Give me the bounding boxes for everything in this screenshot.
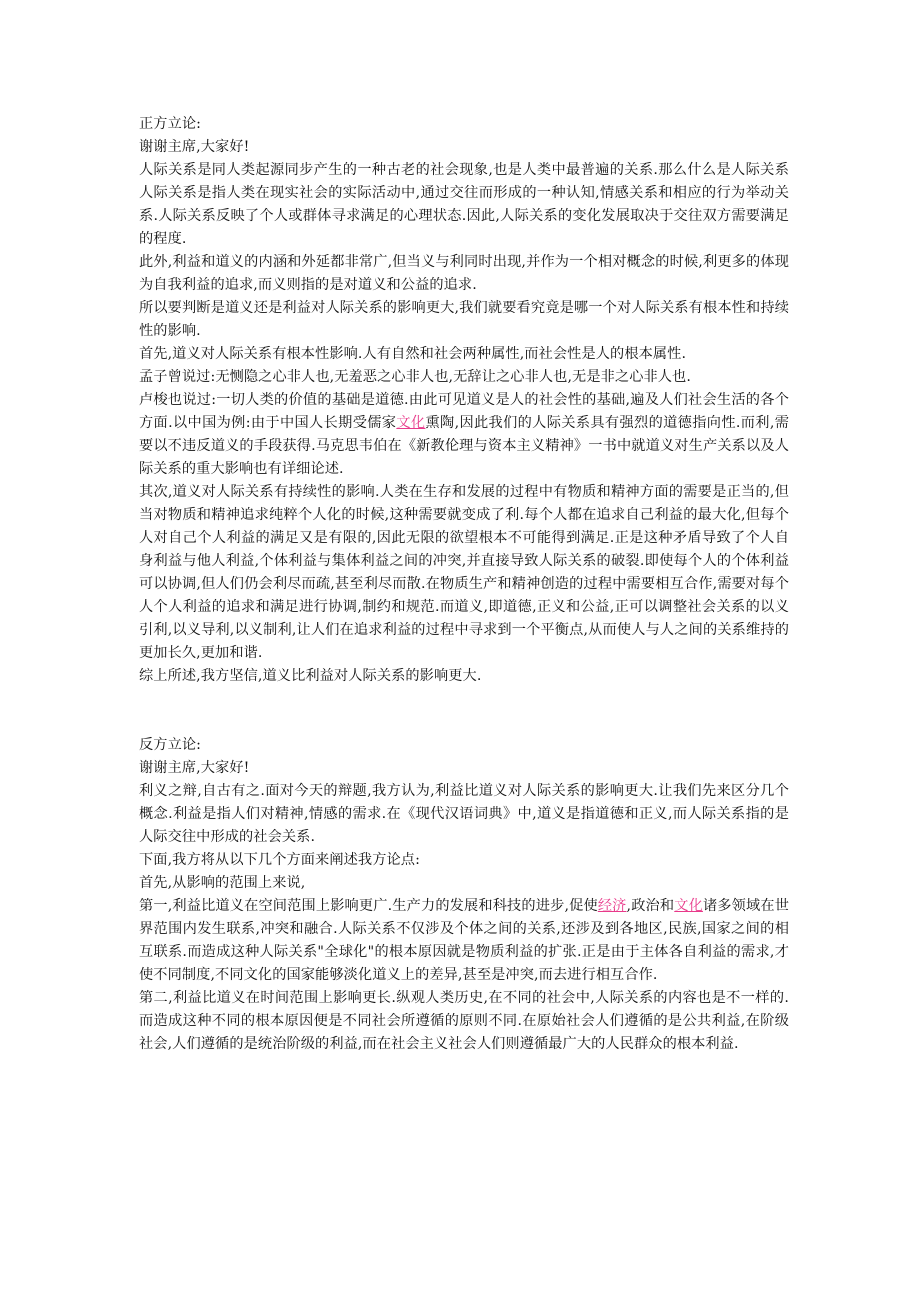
pro-paragraph-6	[139, 389, 789, 481]
economy-link[interactable]: 经济	[597, 898, 627, 914]
con-paragraph-4-text-a: 第一,利益比道义在空间范围上影响更广.生产力的发展和科技的进步,促使	[139, 898, 598, 914]
pro-paragraph-6-text-b: 熏陶,因此我们的人际关系具有强烈的道德指向性.而利,需要以不违反道义的手段获得.马克思韦伯在《新教伦理与资本主义精神》一书中就道义对生产关系以及人际关系的重大影响也有详细论述.	[139, 415, 790, 477]
con-greeting: 谢谢主席,大家好!	[139, 760, 250, 776]
con-title: 反方立论:	[139, 737, 202, 753]
pro-paragraph-6-text-a: 卢梭也说过:一切人类的价值的基础是道德.由此可见道义是人的社会性的基础,遍及人们社会生活的各个方面.以中国为例:由于中国人长期受儒家	[139, 392, 789, 431]
con-paragraph-4-text-b: ,政治和	[626, 898, 675, 914]
pro-paragraph-5: 孟子曾说过:无恻隐之心非人也,无羞恶之心非人也,无辞让之心非人也,无是非之心非人也.	[139, 369, 691, 385]
pro-conclusion: 综上所述,我方坚信,道义比利益对人际关系的影响更大.	[139, 668, 482, 684]
pro-paragraph-3: 所以要判断是道义还是利益对人际关系的影响更大,我们就要看究竟是哪一个对人际关系有根本性和持续性的影响.	[139, 300, 789, 339]
culture-link[interactable]: 文化	[396, 415, 426, 431]
con-paragraph-1: 利义之辩,自古有之.面对今天的辩题,我方认为,利益比道义对人际关系的影响更大.让我们先来区分几个概念.利益是指人们对精神,情感的需求.在《现代汉语词典》中,道义是指道德和正义,而人际关系指的是人际交往中形成的社会关系.	[139, 783, 789, 845]
culture-link-2[interactable]: 文化	[674, 898, 703, 914]
con-paragraph-2: 下面,我方将从以下几个方面来阐述我方论点:	[139, 852, 420, 868]
pro-greeting: 谢谢主席,大家好!	[139, 139, 250, 155]
con-paragraph-4	[139, 895, 789, 987]
con-paragraph-3: 首先,从影响的范围上来说,	[139, 875, 306, 891]
document-page	[139, 113, 789, 1056]
con-paragraph-5: 第二,利益比道义在时间范围上影响更长.纵观人类历史,在不同的社会中,人际关系的内容也是不一样的.而造成这种不同的根本原因便是不同社会所遵循的原则不同.在原始社会人们遵循的是公共利益,在阶级社会,人们遵循的是统治阶级的利益,而在社会主义社会人们则遵循最广大的人民群众的根本利益.	[139, 990, 789, 1052]
pro-section	[139, 113, 789, 688]
pro-paragraph-1: 人际关系是同人类起源同步产生的一种古老的社会现象,也是人类中最普遍的关系.那么什么是人际关系 人际关系是指人类在现实社会的实际活动中,通过交往而形成的一种认知,情感关系和相应的行为举动关系.人际关系反映了个人或群体寻求满足的心理状态.因此,人际关系的变化发展取决于交往双方需要满足的程度.	[139, 162, 789, 247]
pro-paragraph-2: 此外,利益和道义的内涵和外延都非常广,但当义与利同时出现,并作为一个相对概念的时候,利更多的体现为自我利益的追求,而义则指的是对道义和公益的追求.	[139, 254, 789, 293]
pro-paragraph-4: 首先,道义对人际关系有根本性影响.人有自然和社会两种属性,而社会性是人的根本属性.	[139, 346, 687, 362]
con-paragraph-4-text-c: 诸多领域在世界范围内发生联系,冲突和融合.人际关系不仅涉及个体之间的关系,还涉及到各地区,民族,国家之间的相互联系.而造成这种人际关系"全球化"的根本原因就是物质利益的扩张.正是由于主体各自利益的需求,才使不同制度,不同文化的国家能够淡化道义上的差异,甚至是冲突,而去进行相互合作.	[139, 898, 789, 983]
section-spacer	[139, 688, 789, 734]
pro-paragraph-7: 其次,道义对人际关系有持续性的影响.人类在生存和发展的过程中有物质和精神方面的需要是正当的,但当对物质和精神追求纯粹个人化的时候,这种需要就变成了利.每个人都在追求自己利益的最大化,但每个人对自己个人利益的满足又是有限的,因此无限的欲望根本不可能得到满足.正是这种矛盾导致了个人自身利益与他人利益,个体利益与集体利益之间的冲突,并直接导致人际关系的破裂.即使每个人的个体利益可以协调,但人们仍会利尽而疏,甚至利尽而散.在物质生产和精神创造的过程中需要相互合作,需要对每个人个人利益的追求和满足进行协调,制约和规范.而道义,即道德,正义和公益,正可以调整社会关系的以义引利,以义导利,以义制利,让人们在追求利益的过程中寻求到一个平衡点,从而使人与人之间的关系维持的更加长久,更加和谐.	[139, 484, 789, 661]
con-section	[139, 734, 789, 1056]
pro-title: 正方立论:	[139, 116, 202, 132]
